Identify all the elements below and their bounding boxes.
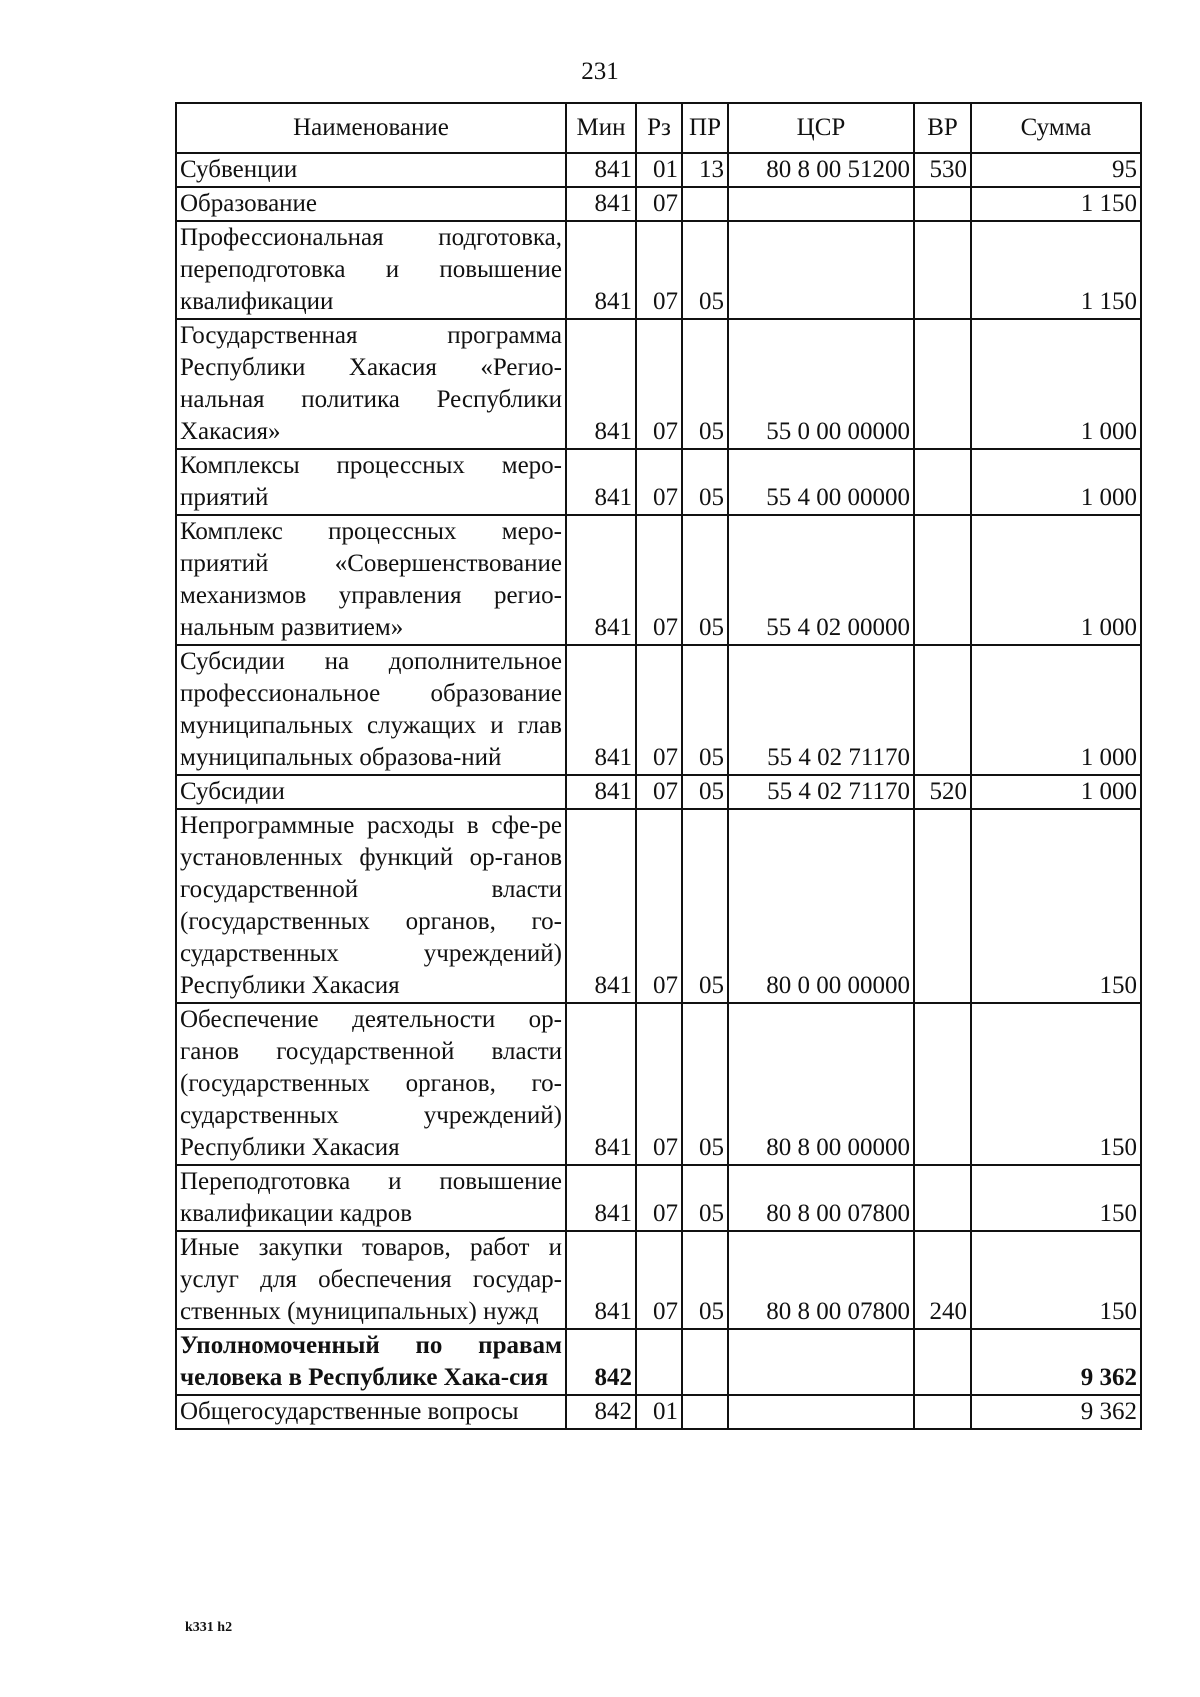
table-row	[176, 449, 1141, 515]
cell-vr	[914, 1003, 971, 1165]
cell-vr	[914, 221, 971, 319]
cell-min: 841	[566, 221, 636, 319]
cell-rz: 07	[636, 319, 682, 449]
cell-rz: 07	[636, 449, 682, 515]
cell-min: 841	[566, 775, 636, 809]
cell-name: Субвенции	[176, 153, 566, 187]
cell-pr	[682, 187, 728, 221]
cell-min: 841	[566, 153, 636, 187]
cell-min: 841	[566, 1003, 636, 1165]
cell-csr	[728, 1329, 914, 1395]
cell-rz: 07	[636, 221, 682, 319]
cell-vr	[914, 645, 971, 775]
cell-rz: 07	[636, 775, 682, 809]
cell-csr: 80 0 00 00000	[728, 809, 914, 1003]
cell-vr: 240	[914, 1231, 971, 1329]
cell-min: 842	[566, 1395, 636, 1429]
cell-min: 841	[566, 1165, 636, 1231]
cell-csr: 80 8 00 07800	[728, 1165, 914, 1231]
cell-vr	[914, 449, 971, 515]
cell-pr	[682, 1329, 728, 1395]
cell-csr: 80 8 00 07800	[728, 1231, 914, 1329]
budget-table	[175, 102, 1142, 1430]
cell-vr	[914, 1329, 971, 1395]
cell-pr: 05	[682, 645, 728, 775]
cell-rz: 01	[636, 153, 682, 187]
cell-name: Переподготовка и повышение квалификации кадров	[176, 1165, 566, 1231]
cell-vr	[914, 1395, 971, 1429]
cell-min: 841	[566, 449, 636, 515]
cell-csr: 80 8 00 00000	[728, 1003, 914, 1165]
footer-code: k331 h2	[185, 1620, 233, 1635]
table-row	[176, 1329, 1141, 1395]
table-row	[176, 1165, 1141, 1231]
cell-csr	[728, 221, 914, 319]
cell-sum: 9 362	[971, 1329, 1141, 1395]
cell-pr: 05	[682, 1003, 728, 1165]
cell-csr	[728, 1395, 914, 1429]
header-rz: Рз	[636, 103, 682, 153]
cell-vr: 520	[914, 775, 971, 809]
cell-vr	[914, 187, 971, 221]
cell-rz: 07	[636, 809, 682, 1003]
cell-rz: 07	[636, 515, 682, 645]
cell-name: Комплекс процессных меро-приятий «Совершенствование механизмов управления регио-нальным развитием»	[176, 515, 566, 645]
cell-rz: 07	[636, 1165, 682, 1231]
cell-min: 841	[566, 809, 636, 1003]
cell-sum: 1 000	[971, 449, 1141, 515]
cell-sum: 150	[971, 1231, 1141, 1329]
cell-sum: 1 000	[971, 515, 1141, 645]
cell-csr: 80 8 00 51200	[728, 153, 914, 187]
cell-sum: 9 362	[971, 1395, 1141, 1429]
header-pr: ПР	[682, 103, 728, 153]
cell-pr: 13	[682, 153, 728, 187]
cell-pr	[682, 1395, 728, 1429]
table-header-row	[176, 103, 1141, 153]
table-row	[176, 645, 1141, 775]
cell-min: 841	[566, 1231, 636, 1329]
cell-csr: 55 4 02 00000	[728, 515, 914, 645]
cell-name: Образование	[176, 187, 566, 221]
cell-csr: 55 0 00 00000	[728, 319, 914, 449]
cell-name: Общегосударственные вопросы	[176, 1395, 566, 1429]
cell-sum: 95	[971, 153, 1141, 187]
header-vr: ВР	[914, 103, 971, 153]
cell-pr: 05	[682, 221, 728, 319]
cell-name: Государственная программа Республики Хакасия «Регио-нальная политика Республики Хакасия»	[176, 319, 566, 449]
cell-sum: 1 000	[971, 645, 1141, 775]
cell-pr: 05	[682, 1165, 728, 1231]
table-row	[176, 153, 1141, 187]
table-row	[176, 775, 1141, 809]
cell-vr: 530	[914, 153, 971, 187]
table-row	[176, 809, 1141, 1003]
cell-sum: 1 150	[971, 221, 1141, 319]
cell-name: Субсидии	[176, 775, 566, 809]
cell-pr: 05	[682, 515, 728, 645]
cell-sum: 150	[971, 1003, 1141, 1165]
cell-sum: 1 000	[971, 775, 1141, 809]
cell-vr	[914, 1165, 971, 1231]
cell-min: 841	[566, 515, 636, 645]
cell-min: 842	[566, 1329, 636, 1395]
cell-sum: 150	[971, 1165, 1141, 1231]
cell-rz: 01	[636, 1395, 682, 1429]
table-row	[176, 1003, 1141, 1165]
header-name: Наименование	[176, 103, 566, 153]
cell-min: 841	[566, 645, 636, 775]
cell-name: Иные закупки товаров, работ и услуг для обеспечения государ-ственных (муниципальных) нужд	[176, 1231, 566, 1329]
cell-sum: 1 000	[971, 319, 1141, 449]
header-min: Мин	[566, 103, 636, 153]
table-row	[176, 319, 1141, 449]
table-body	[176, 153, 1141, 1429]
cell-rz: 07	[636, 1231, 682, 1329]
cell-name: Комплексы процессных меро-приятий	[176, 449, 566, 515]
cell-csr: 55 4 00 00000	[728, 449, 914, 515]
cell-min: 841	[566, 319, 636, 449]
cell-name: Непрограммные расходы в сфе-ре установленных функций ор-ганов государственной власти (государственных органов, го-сударственных учреждений) Республики Хакасия	[176, 809, 566, 1003]
cell-name: Субсидии на дополнительное профессиональное образование муниципальных служащих и глав муниципальных образова-ний	[176, 645, 566, 775]
cell-csr: 55 4 02 71170	[728, 645, 914, 775]
cell-sum: 150	[971, 809, 1141, 1003]
cell-pr: 05	[682, 1231, 728, 1329]
table-row	[176, 1395, 1141, 1429]
cell-name: Уполномоченный по правам человека в Республике Хака-сия	[176, 1329, 566, 1395]
cell-rz: 07	[636, 187, 682, 221]
cell-min: 841	[566, 187, 636, 221]
cell-rz	[636, 1329, 682, 1395]
cell-pr: 05	[682, 809, 728, 1003]
cell-pr: 05	[682, 775, 728, 809]
cell-name: Обеспечение деятельности ор-ганов государственной власти (государственных органов, го-сударственных учреждений) Республики Хакасия	[176, 1003, 566, 1165]
cell-sum: 1 150	[971, 187, 1141, 221]
cell-vr	[914, 319, 971, 449]
table-row	[176, 515, 1141, 645]
table-row	[176, 1231, 1141, 1329]
table-row	[176, 187, 1141, 221]
cell-csr: 55 4 02 71170	[728, 775, 914, 809]
cell-rz: 07	[636, 645, 682, 775]
cell-pr: 05	[682, 319, 728, 449]
header-sum: Сумма	[971, 103, 1141, 153]
cell-pr: 05	[682, 449, 728, 515]
header-csr: ЦСР	[728, 103, 914, 153]
page-number: 231	[581, 58, 619, 85]
table-row	[176, 221, 1141, 319]
cell-rz: 07	[636, 1003, 682, 1165]
cell-name: Профессиональная подготовка, переподготовка и повышение квалификации	[176, 221, 566, 319]
cell-vr	[914, 515, 971, 645]
cell-vr	[914, 809, 971, 1003]
cell-csr	[728, 187, 914, 221]
